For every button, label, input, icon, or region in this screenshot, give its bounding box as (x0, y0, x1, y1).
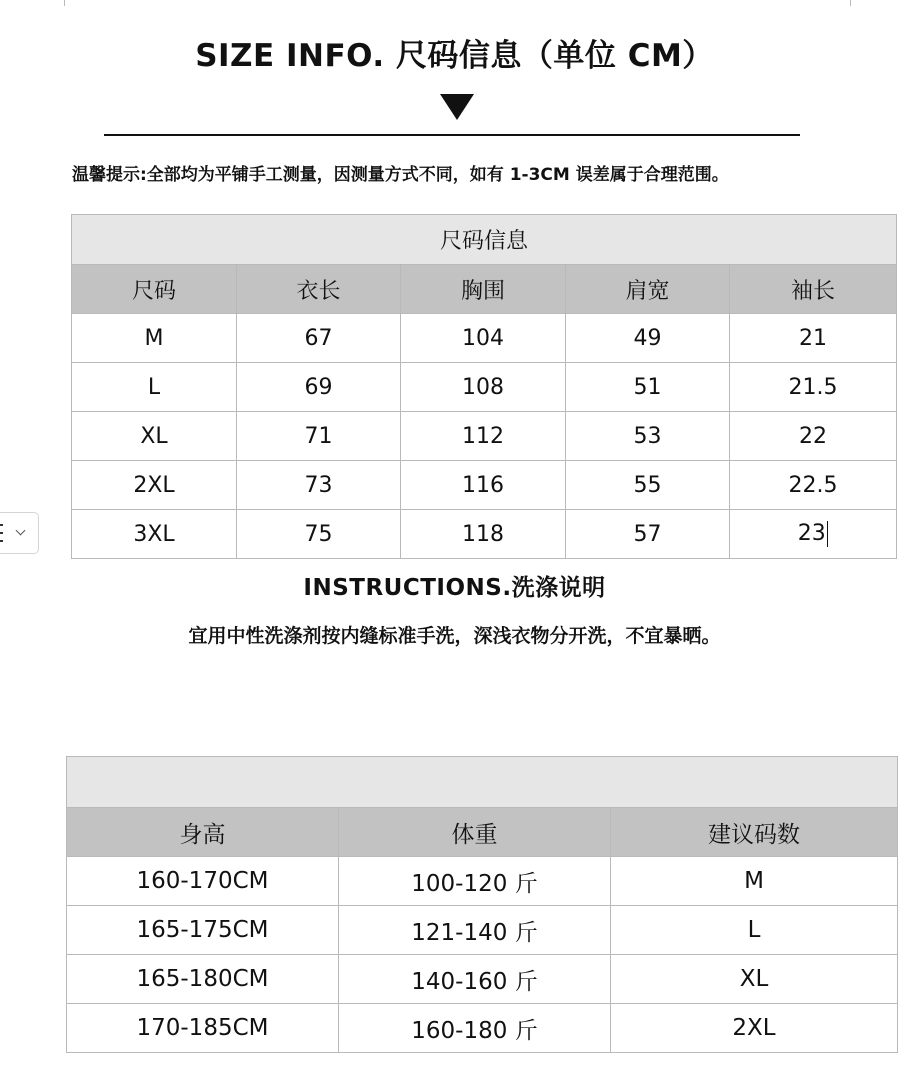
page-corner-mark-left (64, 0, 65, 6)
table-row (72, 412, 897, 461)
table-cell[interactable]: 170-185CM (67, 1004, 339, 1053)
row-options-button[interactable] (0, 512, 39, 554)
table-row (72, 314, 897, 363)
table-row (67, 955, 898, 1004)
instructions-title (0, 569, 909, 602)
instructions-text: 宜用中性洗涤剂按内缝标准手洗，深浅衣物分开洗，不宜暴晒。 (188, 625, 721, 647)
table-cell[interactable]: XL (611, 955, 898, 1004)
table-cell[interactable]: 69 (237, 363, 401, 412)
instructions-title-cn: 洗涤说明 (511, 575, 606, 601)
table-cell[interactable]: 100-120 斤 (339, 857, 611, 906)
table-cell[interactable]: 104 (401, 314, 566, 363)
table-cell[interactable]: M (611, 857, 898, 906)
table-row (67, 1004, 898, 1053)
table-row (72, 510, 897, 559)
table-cell[interactable]: 112 (401, 412, 566, 461)
table-cell-active[interactable] (730, 510, 897, 559)
size-table-caption-row (72, 215, 897, 265)
table-cell[interactable]: 22.5 (730, 461, 897, 510)
table-row (67, 906, 898, 955)
size-table (71, 214, 897, 559)
table-cell[interactable]: 118 (401, 510, 566, 559)
size-table-caption[interactable]: 尺码信息 (72, 215, 897, 265)
table-cell[interactable]: 165-180CM (67, 955, 339, 1004)
table-cell[interactable]: 75 (237, 510, 401, 559)
table-cell[interactable]: 57 (566, 510, 730, 559)
table-cell[interactable]: 21 (730, 314, 897, 363)
recommend-table-header[interactable]: 体重 (339, 808, 611, 857)
recommend-table-header[interactable]: 身高 (67, 808, 339, 857)
table-cell[interactable]: 71 (237, 412, 401, 461)
table-cell[interactable]: 49 (566, 314, 730, 363)
table-cell[interactable]: 53 (566, 412, 730, 461)
table-cell[interactable]: 108 (401, 363, 566, 412)
text-cursor (827, 521, 829, 547)
table-cell[interactable]: 55 (566, 461, 730, 510)
size-table-header[interactable]: 袖长 (730, 265, 897, 314)
arrow-down-icon (440, 94, 474, 120)
table-cell[interactable]: M (72, 314, 237, 363)
measurement-tip: 温馨提示:全部均为平铺手工测量，因测量方式不同，如有 1-3CM 误差属于合理范围。 (72, 165, 729, 185)
table-cell[interactable]: 67 (237, 314, 401, 363)
table-cell[interactable]: 116 (401, 461, 566, 510)
chevron-down-icon[interactable] (16, 526, 26, 536)
table-cell[interactable]: 140-160 斤 (339, 955, 611, 1004)
size-table-header-row (72, 265, 897, 314)
recommend-table-header[interactable]: 建议码数 (611, 808, 898, 857)
table-cell[interactable]: 3XL (72, 510, 237, 559)
size-table-header[interactable]: 尺码 (72, 265, 237, 314)
page-title (0, 30, 909, 75)
drag-handle-icon[interactable] (0, 524, 3, 542)
table-cell[interactable]: 165-175CM (67, 906, 339, 955)
page-title-en: SIZE INFO. (195, 38, 385, 74)
table-cell[interactable]: 22 (730, 412, 897, 461)
table-cell[interactable]: 121-140 斤 (339, 906, 611, 955)
table-cell[interactable]: 73 (237, 461, 401, 510)
table-cell-text: 23 (797, 521, 826, 546)
recommend-table-caption[interactable] (67, 757, 898, 808)
recommend-table-caption-row (67, 757, 898, 808)
table-cell[interactable]: 160-180 斤 (339, 1004, 611, 1053)
table-cell[interactable]: L (611, 906, 898, 955)
size-table-header[interactable]: 肩宽 (566, 265, 730, 314)
table-row (72, 461, 897, 510)
page-title-cn: 尺码信息（单位 CM） (395, 38, 714, 74)
table-cell[interactable]: L (72, 363, 237, 412)
table-cell[interactable]: 51 (566, 363, 730, 412)
table-cell[interactable]: 160-170CM (67, 857, 339, 906)
table-cell[interactable]: 2XL (72, 461, 237, 510)
table-cell[interactable]: XL (72, 412, 237, 461)
table-cell[interactable]: 2XL (611, 1004, 898, 1053)
title-divider (104, 134, 800, 136)
recommend-table-header-row (67, 808, 898, 857)
size-recommendation-table (66, 756, 898, 1053)
table-row (67, 857, 898, 906)
table-cell[interactable]: 21.5 (730, 363, 897, 412)
size-table-header[interactable]: 衣长 (237, 265, 401, 314)
page-corner-mark-right (850, 0, 851, 6)
table-row (72, 363, 897, 412)
size-table-header[interactable]: 胸围 (401, 265, 566, 314)
instructions-title-en: INSTRUCTIONS. (303, 575, 512, 601)
